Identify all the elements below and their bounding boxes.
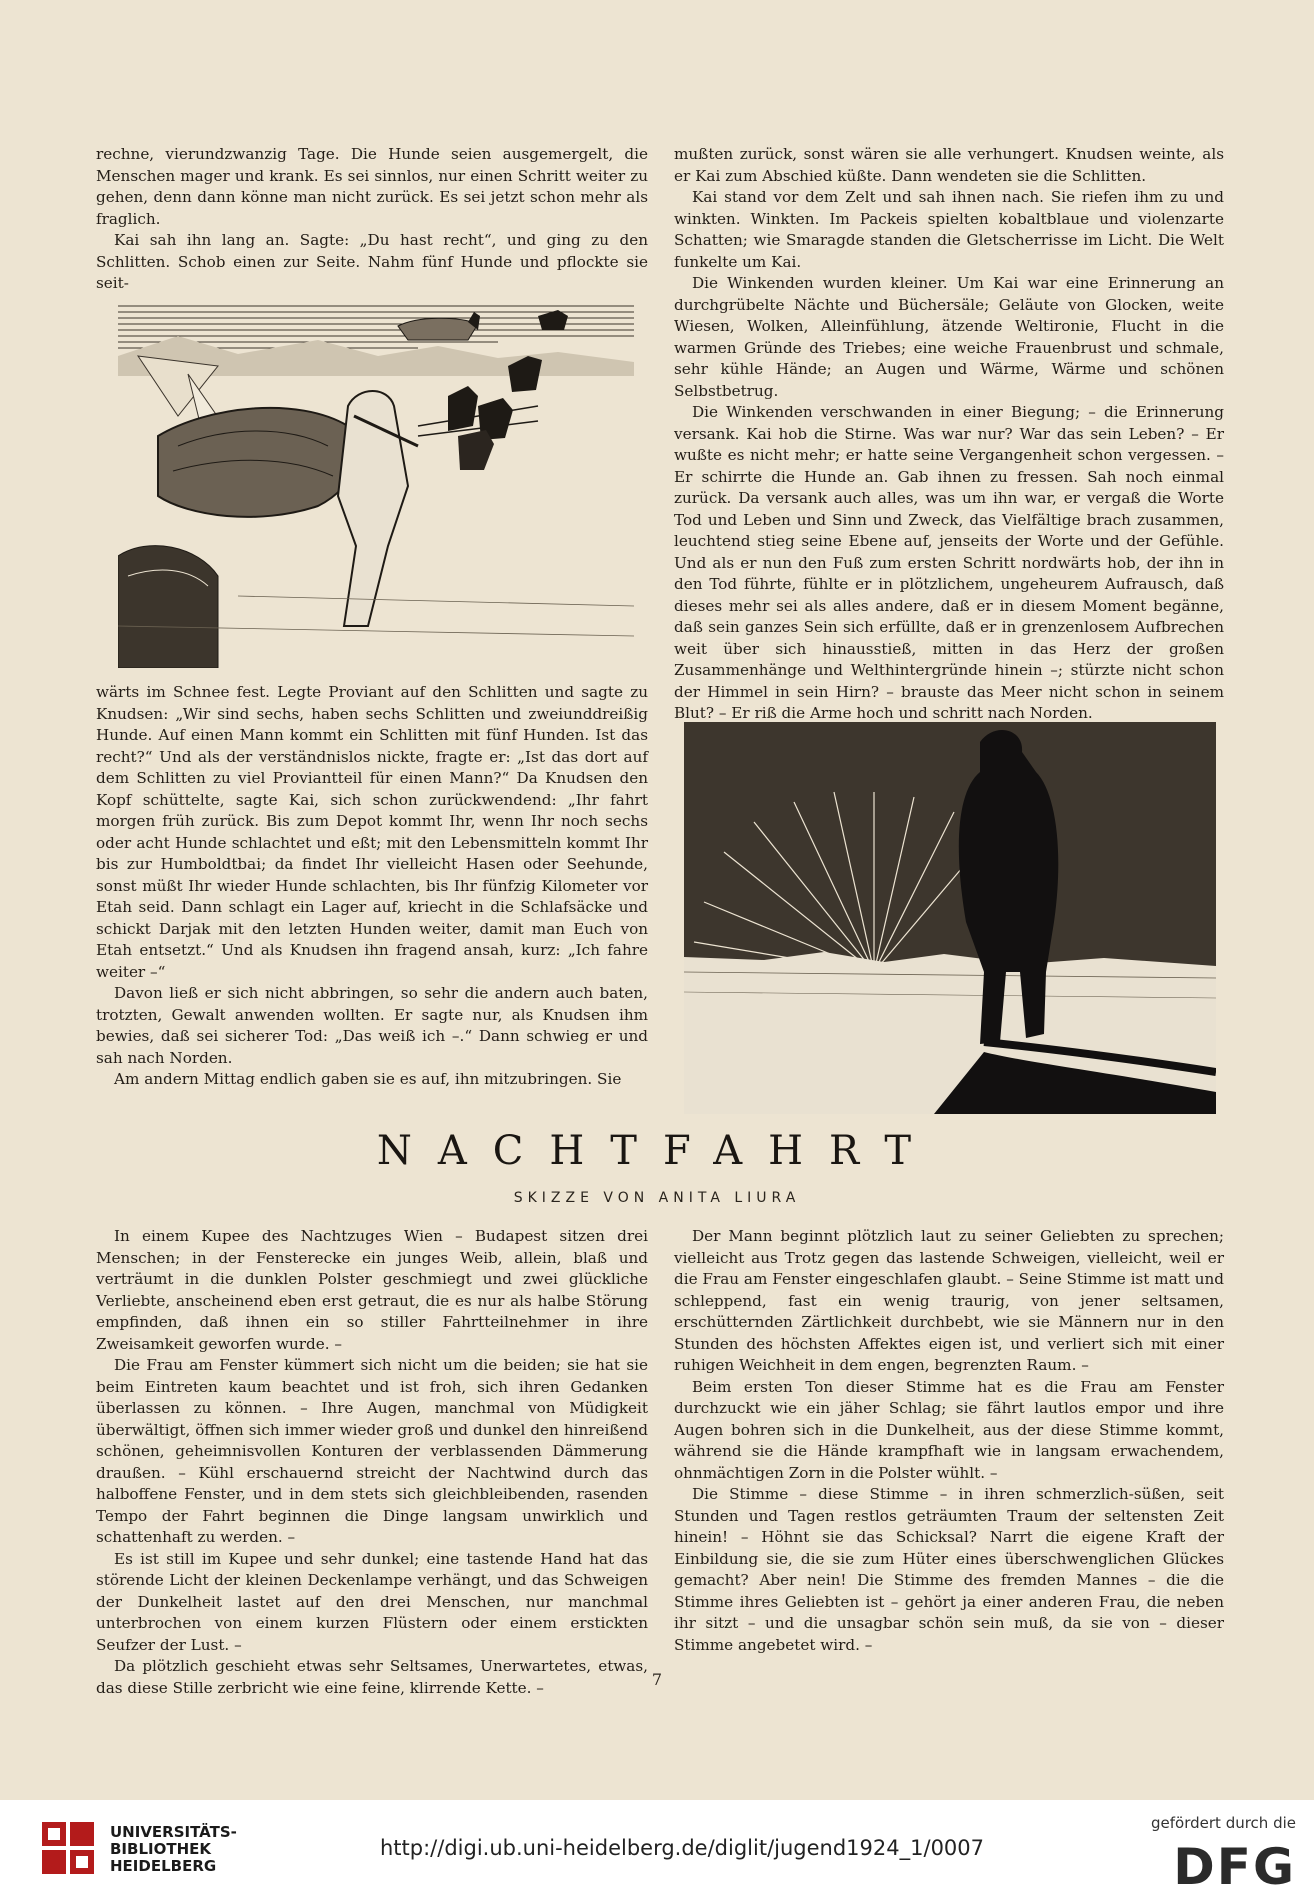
funder-note: gefördert durch die: [1151, 1814, 1296, 1832]
paragraph: Der Mann beginnt plötzlich laut zu seiner Geliebten zu sprechen; vielleicht aus Trotz gegen das lastende Schweigen, vielleicht, weil er die Frau am Fenster eingeschlafen glaubt. – Seine Stimme ist matt und schleppend, fast ein wenig traurig, von jener seltsamen, erschütternden Zärtlichkeit durchbebt, wie sie Männern nur in den Stunden des höchsten Affektes eigen ist, und verliert sich mit einer ruhigen Weichheit in dem engen, begrenzten Raum. –: [674, 1227, 1224, 1374]
paragraph: Die Winkenden verschwanden in einer Biegung; – die Erinnerung versank. Kai hob die Stirne. Was war nur? War das sein Leben? – Er wußte es nicht mehr; er hatte seine Vergangenheit schon vergessen. – Er schirrte die Hunde an. Gab ihnen zu fressen. Sah noch einmal zurück. Da versank auch alles, was um ihn war, er vergaß die Worte Tod und Leben und Sinn und Zweck, das Vielfältige brach zusammen, leuchtend stieg seine Ebene auf, jenseits der Worte und der Gefühle. Und als er nun den Fuß zum ersten Schritt nordwärts hob, der ihn in den Tod führte, fühlte er in plötzlichem, ungeheurem Aufrausch, daß dieses mehr sei als alles andere, daß er in diesem Moment begänne, daß sein ganzes Sein sich erfüllte, daß er in grenzenlosem Aufbrechen weit über sich hinausstieß, mitten in das Herz der großen Zusammenhänge und Welthintergründe hinein –; stürzte nicht schon der Himmel in sein Hirn? – brauste das Meer nicht schon in seinem Blut? – Er riß die Arme hoch und schritt nach Norden.: [674, 403, 1224, 722]
permalink[interactable]: http://digi.ub.uni-heidelberg.de/diglit/jugend1924_1/0007: [380, 1836, 985, 1860]
library-name-line: BIBLIOTHEK: [110, 1840, 211, 1858]
story-right-column-top: [674, 144, 1224, 725]
story-left-column-bottom: [96, 682, 648, 1091]
paragraph: Die Winkenden wurden kleiner. Um Kai war eine Erinnerung an durchgrübelte Nächte und Büchersäle; Geläute von Glocken, weite Wiesen, Wolken, Alleinfühlung, ätzende Weltironie, Flucht in die warmen Gründe des Triebes; eine weiche Frauenbrust und schmale, sehr kühle Hände; an Augen und Wärme, Wärme und schönen Selbstbetrug.: [674, 274, 1224, 400]
paragraph: In einem Kupee des Nachtzuges Wien – Budapest sitzen drei Menschen; in der Fensterecke ein junges Weib, allein, blaß und verträumt in die dunklen Polster geschmiegt und zwei glückliche Verliebte, anscheinend eben erst getraut, die es nur als halbe Störung empfinden, daß ihnen ein so stiller Fahrtteilnehmer in ihre Zweisamkeit geworfen wurde. –: [96, 1227, 648, 1353]
university-library-logo: [40, 1820, 96, 1876]
viewer-footer: [0, 1800, 1314, 1898]
article-title: NACHTFAHRT: [376, 1128, 938, 1174]
paragraph: Da plötzlich geschieht etwas sehr Seltsames, Unerwartetes, etwas, das diese Stille zerbricht wie eine feine, klirrende Kette. –: [96, 1657, 648, 1697]
library-name-line: HEIDELBERG: [110, 1857, 217, 1875]
paragraph: Die Stimme – diese Stimme – in ihren schmerzlich-süßen, seit Stunden und Tagen restlos geträumten Traum der seltensten Zeit hinein! – Höhnt sie das Schicksal? Narrt die eigene Kraft der Einbildung sie, die sie zum Hüter eines überschwenglichen Glückes gemacht? Aber nein! Die Stimme des fremden Mannes – die die Stimme ihres Geliebten ist – gehört ja einer anderen Frau, die neben ihr sitzt – und die unsagbar schön sein muß, da sie von – dieser Stimme angebetet wird. –: [674, 1485, 1224, 1654]
paragraph: Davon ließ er sich nicht abbringen, so sehr die andern auch baten, trotzten, Gewalt anwenden wollten. Er sagte nur, als Knudsen ihm bewies, daß sei sicherer Tod: „Das weiß ich –.“ Dann schwieg er und sah nach Norden.: [96, 984, 648, 1067]
paragraph: rechne, vierundzwanzig Tage. Die Hunde seien ausgemergelt, die Menschen mager und krank. Es sei sinnlos, nur einen Schritt weiter zu gehen, denn dann könne man nicht zurück. Es sei jetzt schon mehr als fraglich.: [96, 145, 648, 228]
walking-figure-illustration: [684, 722, 1216, 1114]
paragraph: Kai stand vor dem Zelt und sah ihnen nach. Sie riefen ihm zu und winkten. Winkten. Im Packeis spielten kobaltblaue und violenzarte Schatten; wie Smaragde standen die Gletscherrisse im Licht. Die Welt funkelte um Kai.: [674, 188, 1224, 271]
article-byline: SKIZZE VON ANITA LIURA: [513, 1190, 801, 1206]
sketch-left-column: [96, 1226, 648, 1699]
library-name-line: UNIVERSITÄTS-: [110, 1823, 237, 1841]
paragraph: Die Frau am Fenster kümmert sich nicht um die beiden; sie hat sie beim Eintreten kaum beachtet und ist froh, sich ihren Gedanken überlassen zu können. – Ihre Augen, manchmal von Müdigkeit überwältigt, öffnen sich immer wieder groß und dunkel den hinreißend schönen, geheimnisvollen Konturen der verblassenden Dämmerung draußen. – Kühl erschauernd streicht der Nachtwind durch das halboffene Fenster, und in dem stets sich gleichbleibenden, rasenden Tempo der Fahrt beginnen die Dinge langsam unwirklich und schattenhaft zu werden. –: [96, 1356, 648, 1546]
dfg-logo: DFG: [1173, 1838, 1296, 1896]
paragraph: Beim ersten Ton dieser Stimme hat es die Frau am Fenster durchzuckt wie ein jäher Schlag; sie fährt lautlos empor und ihre Augen bohren sich in die Dunkelheit, aus der diese Stimme kommt, während sie die Hände krampfhaft wie in langsam erwachendem, ohnmächtigen Zorn in die Polster wühlt. –: [674, 1377, 1224, 1482]
paragraph: mußten zurück, sonst wären sie alle verhungert. Knudsen weinte, als er Kai zum Abschied küßte. Dann wendeten sie die Schlitten.: [674, 145, 1224, 185]
paragraph: Kai sah ihn lang an. Sagte: „Du hast recht“, und ging zu den Schlitten. Schob einen zur Seite. Nahm fünf Hunde und pflockte sie seit-: [96, 231, 648, 292]
paragraph: wärts im Schnee fest. Legte Proviant auf den Schlitten und sagte zu Knudsen: „Wir sind sechs, haben sechs Schlitten und zweiunddreißig Hunde. Auf einen Mann kommt ein Schlitten mit fünf Hunden. Ist das recht?“ Und als der verständnislos nickte, fragte er: „Ist das dort auf dem Schlitten zu viel Proviantteil für einen Mann?“ Da Knudsen den Kopf schüttelte, sagte Kai, sich schon zurückwendend: „Ihr fahrt morgen früh zurück. Bis zum Depot kommt Ihr, wenn Ihr noch sechs oder acht Hunde schlachtet und eßt; mit den Lebensmitteln kommt Ihr bis zur Humboldtbai; da findet Ihr vielleicht Hasen oder Seehunde, sonst müßt Ihr wieder Hunde schlachten, bis Ihr fünfzig Kilometer vor Etah seid. Dann schlagt ein Lager auf, kriecht in die Schlafsäcke und schickt Darjak mit den letzten Hunden weiter, damit man Euch von Etah entsetzt.“ Und als Knudsen ihn fragend ansah, kurz: „Ich fahre weiter –“: [96, 683, 648, 981]
sketch-right-column: [674, 1226, 1224, 1656]
paragraph: Am andern Mittag endlich gaben sie es auf, ihn mitzubringen. Sie: [114, 1070, 622, 1088]
library-name: [110, 1824, 237, 1875]
page-number: 7: [651, 1670, 663, 1689]
story-left-column-top: [96, 144, 648, 295]
paragraph: Es ist still im Kupee und sehr dunkel; eine tastende Hand hat das störende Licht der kleinen Deckenlampe verhängt, und das Schweigen der Dunkelheit lastet auf den drei Menschen, nur manchmal unterbrochen von einem kurzen Flüstern oder einem erstickten Seufzer der Lust. –: [96, 1549, 648, 1654]
sled-dogs-illustration: [118, 296, 634, 668]
